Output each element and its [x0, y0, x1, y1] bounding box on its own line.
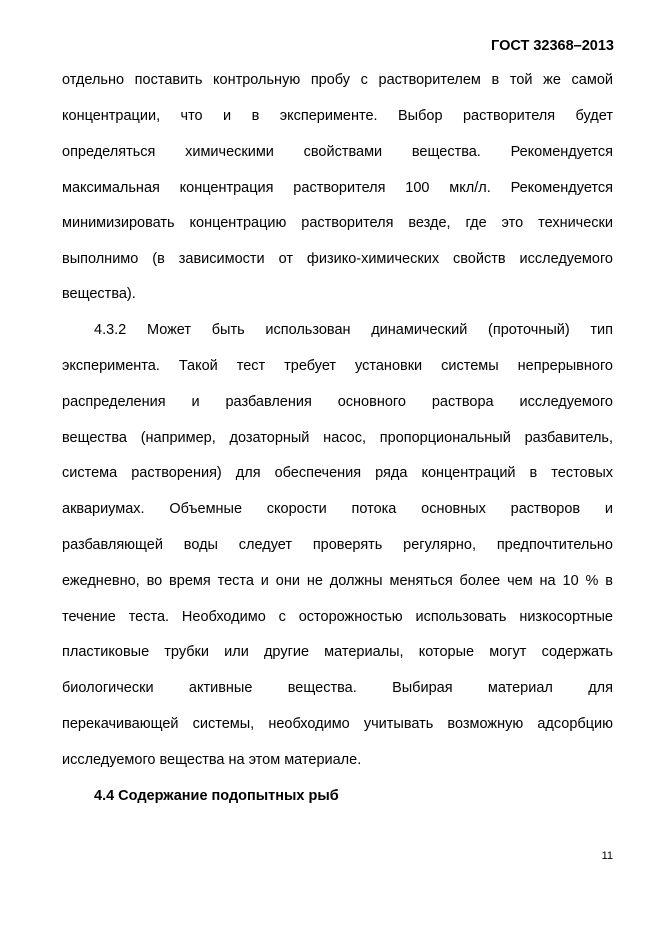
text-line: эксперимента. Такой тест требует установки системы непрерывного [62, 358, 613, 374]
text-line: вещества (например, дозаторный насос, пропорциональный разбавитель, [62, 430, 613, 446]
text-line: минимизировать концентрацию растворителя везде, где это технически [62, 215, 613, 231]
text-line: исследуемого вещества на этом материале. [62, 752, 362, 768]
text-line: выполнимо (в зависимости от физико-химических свойств исследуемого [62, 251, 613, 267]
text-line: разбавляющей воды следует проверять регулярно, предпочтительно [62, 537, 613, 553]
text-line: определяться химическими свойствами вещества. Рекомендуется [62, 144, 613, 160]
text-line: концентрации, что и в эксперименте. Выбор растворителя будет [62, 108, 613, 124]
text-line: распределения и разбавления основного раствора исследуемого [62, 394, 613, 410]
text-line: отдельно поставить контрольную пробу с растворителем в той же самой [62, 72, 613, 88]
text-line: пластиковые трубки или другие материалы, которые могут содержать [62, 644, 613, 660]
text-line: максимальная концентрация растворителя 100 мкл/л. Рекомендуется [62, 180, 613, 196]
text-line: аквариумах. Объемные скорости потока основных растворов и [62, 501, 613, 517]
text-line: биологически активные вещества. Выбирая материал для [62, 680, 613, 696]
text-line: ежедневно, во время теста и они не должны меняться более чем на 10 % в [62, 573, 613, 589]
text-line: система растворения) для обеспечения ряда концентраций в тестовых [62, 465, 613, 481]
page-number: 11 [601, 850, 613, 862]
text-line: 4.3.2 Может быть использован динамический (проточный) тип [94, 322, 613, 338]
text-line: вещества). [62, 286, 136, 302]
section-heading: 4.4 Содержание подопытных рыб [94, 788, 339, 804]
text-line: перекачивающей системы, необходимо учитывать возможную адсорбцию [62, 716, 613, 732]
text-line: течение теста. Необходимо с осторожностью использовать низкосортные [62, 609, 613, 625]
document-header: ГОСТ 32368–2013 [491, 38, 614, 54]
